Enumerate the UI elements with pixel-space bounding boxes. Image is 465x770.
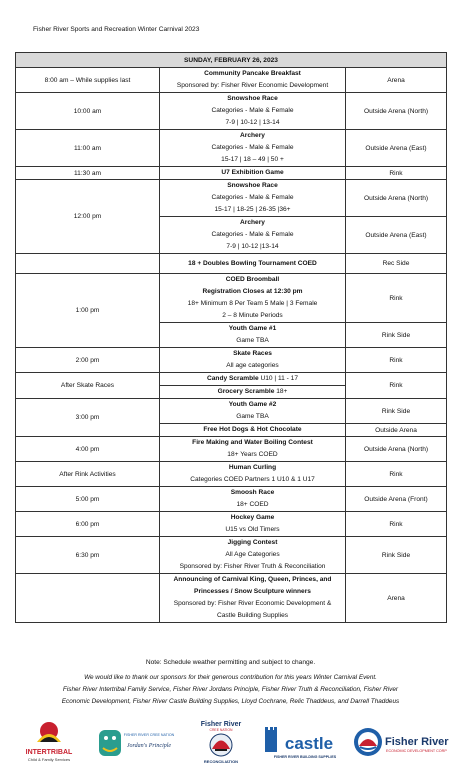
event-cell <box>160 180 346 217</box>
event-cell <box>160 462 346 487</box>
event-detail: 15-17 | 18 – 49 | 50 + <box>221 156 284 163</box>
event-cell <box>160 424 346 437</box>
reconciliation-sub: CREE NATION <box>209 728 233 732</box>
time-cell: 3:00 pm <box>16 399 160 437</box>
event-cell <box>160 487 346 512</box>
table-row <box>16 254 447 274</box>
time-cell <box>16 574 160 623</box>
event-detail: Categories - Male & Female <box>211 231 294 238</box>
sponsor-thanks <box>15 672 446 708</box>
event-detail: Game TBA <box>236 337 269 344</box>
location-cell: Rink Side <box>346 323 447 348</box>
location-cell: Outside Arena (North) <box>346 93 447 130</box>
event-cell <box>160 537 346 574</box>
event-detail: 2 – 8 Minute Periods <box>222 312 283 319</box>
event-title: U7 Exhibition Game <box>221 169 284 176</box>
location-cell: Rink <box>346 274 447 323</box>
event-title: Jigging Contest <box>227 539 278 546</box>
table-row <box>16 167 447 180</box>
event-title: Archery <box>240 219 265 226</box>
event-cell <box>160 254 346 274</box>
event-detail: 18+ Minimum 8 Per Team 5 Male | 3 Female <box>187 300 318 307</box>
location-cell: Outside Arena (North) <box>346 180 447 217</box>
event-title: COED Broomball <box>225 276 280 283</box>
event-cell <box>160 437 346 462</box>
event-detail: 7-9 | 10-12 |13-14 <box>226 243 279 250</box>
castle-logo <box>261 718 343 766</box>
event-title: Snowshoe Race <box>227 95 278 102</box>
table-row <box>16 399 447 424</box>
table-row <box>16 487 447 512</box>
intertribal-subtitle: Child & Family Services <box>27 757 71 762</box>
event-title: Hockey Game <box>230 514 275 521</box>
event-line <box>160 386 345 398</box>
location-cell: Rink <box>346 373 447 399</box>
event-title: Grocery Scramble <box>217 388 275 395</box>
event-detail: Sponsored by: Fisher River Truth & Reconciliation <box>179 563 326 570</box>
event-detail: 15-17 | 18-25 | 26-35 |36+ <box>214 206 291 213</box>
intertribal-logo <box>15 718 83 766</box>
event-title: Youth Game #2 <box>228 401 277 408</box>
event-detail: All Age Categories <box>225 551 280 558</box>
event-cell <box>160 93 346 130</box>
castle-tower-icon <box>265 730 277 752</box>
time-cell: 10:00 am <box>16 93 160 130</box>
location-cell: Outside Arena <box>346 424 447 437</box>
event-detail: Sponsored by: Fisher River Economic Development & <box>173 600 332 607</box>
bear-icon <box>99 730 121 756</box>
table-row <box>16 373 447 386</box>
time-cell: After Rink Activities <box>16 462 160 487</box>
location-cell: Arena <box>346 68 447 93</box>
castle-subtitle: FISHER RIVER BUILDING SUPPLIES <box>273 755 337 759</box>
location-cell: Outside Arena (North) <box>346 437 447 462</box>
date-heading: SUNDAY, FEBRUARY 26, 2023 <box>16 53 447 68</box>
event-cell <box>160 574 346 623</box>
event-cell <box>160 348 346 373</box>
time-cell: 11:30 am <box>16 167 160 180</box>
jordans-principle-logo <box>95 718 179 766</box>
reconciliation-top: Fisher River <box>200 721 242 728</box>
table-row <box>16 462 447 487</box>
event-detail: Categories - Male & Female <box>211 107 294 114</box>
time-cell: 11:00 am <box>16 130 160 167</box>
sponsor-list-line: Fisher River Intertribal Family Service, Fisher River Jordans Principle, Fisher River Truth & Reconciliation, Fisher River <box>62 686 399 693</box>
event-title: 18 + Doubles Bowling Tournament COED <box>188 259 317 267</box>
event-cell <box>160 130 346 167</box>
event-title: Free Hot Dogs & Hot Chocolate <box>203 426 302 433</box>
fr-economic-development-logo <box>351 718 455 766</box>
page-title: Fisher River Sports and Recreation Winter Carnival 2023 <box>33 26 200 33</box>
event-title: Smoosh Race <box>230 489 275 496</box>
event-title: Snowshoe Race <box>227 182 278 189</box>
jordans-top-text: FISHER RIVER CREE NATION <box>123 733 175 737</box>
event-detail: Castle Building Supplies <box>216 612 289 619</box>
table-row <box>16 437 447 462</box>
event-detail: U15 vs Old Timers <box>225 526 280 533</box>
event-title: Princesses / Snow Sculpture winners <box>194 588 311 595</box>
event-detail: 18+ COED <box>236 501 269 508</box>
jordans-script: Jordan's Principle <box>126 743 172 749</box>
location-cell: Rink <box>346 512 447 537</box>
location-cell: Rink <box>346 462 447 487</box>
event-title: Archery <box>240 132 265 139</box>
event-title: Youth Game #1 <box>228 325 277 332</box>
event-detail: Registration Closes at 12:30 pm <box>202 288 303 295</box>
event-detail: U10 | 11 - 17 <box>258 375 298 382</box>
event-cell <box>160 512 346 537</box>
fr-wordmark: Fisher River <box>385 736 449 748</box>
event-title: Community Pancake Breakfast <box>204 70 301 77</box>
table-row <box>16 180 447 217</box>
reconciliation-bottom: RECONCILIATION <box>203 759 239 764</box>
location-cell: Arena <box>346 574 447 623</box>
table-row <box>16 512 447 537</box>
event-detail: 7-9 | 10-12 | 13-14 <box>225 119 280 126</box>
table-row <box>16 537 447 574</box>
event-cell <box>160 323 346 348</box>
event-cell <box>160 274 346 323</box>
table-row <box>16 348 447 373</box>
thanks-line: We would like to thank our sponsors for their generous contribution for this years Winter Carnival Event. <box>84 674 377 681</box>
table-row <box>16 93 447 130</box>
table-row <box>16 274 447 323</box>
event-detail: Categories - Male & Female <box>211 144 294 151</box>
sponsor-list-line: Economic Development, Fisher River Castle Building Supplies, Lloyd Cochrane, Relic Thaddeus, and Darrell Thaddeus <box>61 698 400 705</box>
reconciliation-logo <box>191 718 251 766</box>
table-row <box>16 130 447 167</box>
location-cell: Outside Arena (East) <box>346 130 447 167</box>
fr-subtitle: ECONOMIC DEVELOPMENT CORP <box>386 749 447 753</box>
event-cell <box>160 217 346 254</box>
location-cell: Rec Side <box>346 254 447 274</box>
event-detail: Game TBA <box>236 413 269 420</box>
event-title: Fire Making and Water Boiling Contest <box>192 439 313 446</box>
time-cell: 8:00 am – While supplies last <box>16 68 160 93</box>
event-cell <box>160 373 346 386</box>
event-cell <box>160 386 346 399</box>
event-detail: 18+ Years COED <box>227 451 278 458</box>
location-cell: Rink <box>346 348 447 373</box>
intertribal-wordmark: INTERTRIBAL <box>25 749 73 756</box>
time-cell: 6:30 pm <box>16 537 160 574</box>
event-cell <box>160 68 346 93</box>
sponsor-logos <box>15 718 455 766</box>
schedule-note: Note: Schedule weather permitting and subject to change. <box>145 659 316 666</box>
time-cell <box>16 254 160 274</box>
event-title: Human Curling <box>228 464 277 471</box>
event-title: Candy Scramble <box>206 375 259 382</box>
time-cell: 5:00 pm <box>16 487 160 512</box>
time-cell: 6:00 pm <box>16 512 160 537</box>
time-cell: 2:00 pm <box>16 348 160 373</box>
event-line <box>160 373 345 385</box>
event-title: Announcing of Carnival King, Queen, Princes, and <box>173 576 332 583</box>
time-cell: 12:00 pm <box>16 180 160 254</box>
event-detail: Sponsored by: Fisher River Economic Development <box>176 82 329 89</box>
schedule-table <box>15 52 447 623</box>
event-detail: 18+ <box>274 388 288 395</box>
event-detail: Categories COED Partners 1 U10 & 1 U17 <box>190 476 315 483</box>
location-cell: Rink Side <box>346 399 447 424</box>
time-cell: 4:00 pm <box>16 437 160 462</box>
event-cell <box>160 399 346 424</box>
time-cell: After Skate Races <box>16 373 160 399</box>
castle-wordmark: castle <box>284 734 334 753</box>
event-title: Skate Races <box>233 350 272 357</box>
location-cell: Outside Arena (Front) <box>346 487 447 512</box>
event-detail: Categories - Male & Female <box>211 194 294 201</box>
event-detail: All age categories <box>226 362 279 369</box>
table-row <box>16 68 447 93</box>
location-cell: Rink <box>346 167 447 180</box>
event-cell <box>160 167 346 180</box>
location-cell: Outside Arena (East) <box>346 217 447 254</box>
table-row <box>16 574 447 623</box>
time-cell: 1:00 pm <box>16 274 160 348</box>
location-cell: Rink Side <box>346 537 447 574</box>
